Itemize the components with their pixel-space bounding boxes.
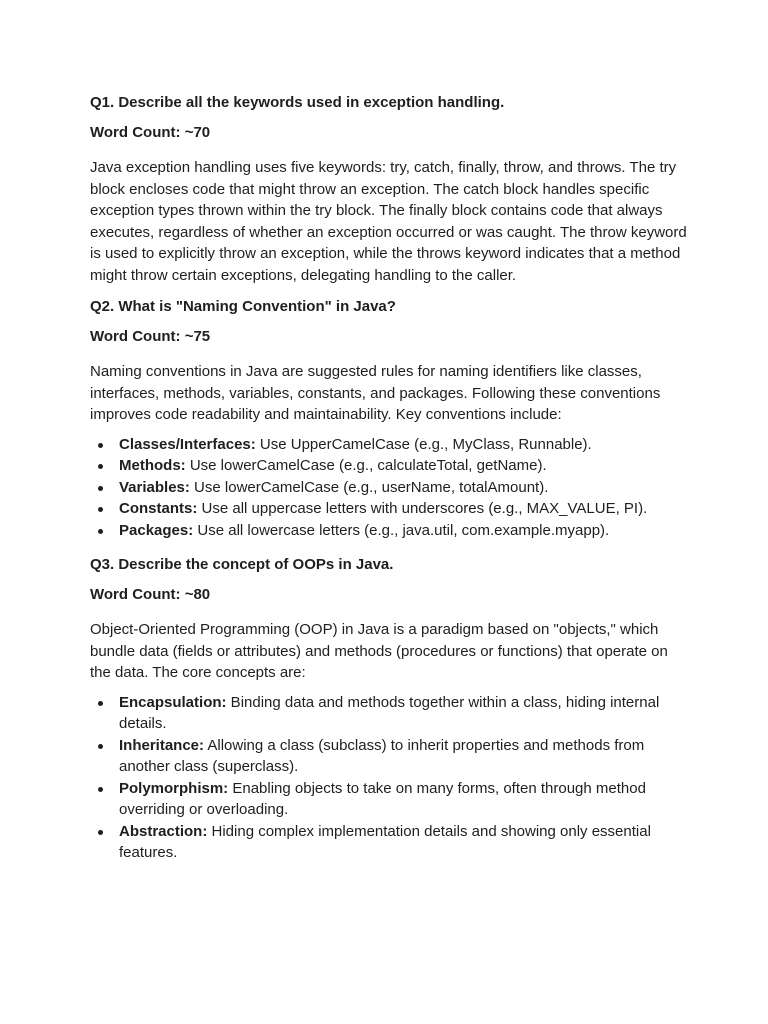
bullet-icon bbox=[98, 507, 103, 512]
list-item-term: Abstraction: bbox=[119, 822, 208, 840]
list-item-text: Allowing a class (subclass) to inherit properties and methods from another class (superclass). bbox=[119, 736, 645, 775]
list-item-text: Use UpperCamelCase (e.g., MyClass, Runnable). bbox=[255, 435, 592, 453]
list-item bbox=[90, 692, 688, 735]
list-item-text: Use all uppercase letters with underscores (e.g., MAX_VALUE, PI). bbox=[197, 500, 648, 517]
list-item bbox=[90, 821, 688, 864]
bullet-icon bbox=[98, 787, 103, 792]
bullet-icon bbox=[98, 443, 103, 448]
list-item-term: Inheritance: bbox=[119, 736, 205, 754]
list-item-text: Use lowerCamelCase (e.g., calculateTotal, getName). bbox=[185, 457, 547, 474]
word-count: Word Count: ~80 bbox=[90, 585, 211, 603]
question-section-2 bbox=[90, 296, 688, 541]
list-item-text: Enabling objects to take on many forms, often through method overriding or overloading. bbox=[119, 779, 646, 818]
bullet-icon bbox=[98, 486, 103, 491]
bullet-icon bbox=[98, 464, 103, 469]
bullet-icon bbox=[98, 701, 103, 706]
bullet-icon bbox=[98, 830, 103, 835]
list-item bbox=[90, 778, 688, 821]
list-item bbox=[90, 434, 688, 456]
bullet-icon bbox=[98, 744, 103, 749]
list-item-term: Packages: bbox=[119, 521, 194, 539]
question-section-1 bbox=[90, 92, 688, 286]
question-title: Q2. What is "Naming Convention" in Java? bbox=[90, 298, 396, 315]
list-item-term: Methods: bbox=[119, 457, 186, 474]
list-item-text: Use all lowercase letters (e.g., java.util, com.example.myapp). bbox=[193, 521, 610, 539]
list-item bbox=[90, 455, 688, 477]
answer-paragraph: Object-Oriented Programming (OOP) in Java is a paradigm based on "objects," which bundle data (fields or attributes) and methods (procedures or functions) that operate on the data. The core concepts are: bbox=[90, 621, 668, 681]
list-item bbox=[90, 477, 688, 499]
list-item-text: Binding data and methods together within a class, hiding internal details. bbox=[119, 693, 660, 732]
question-title: Q3. Describe the concept of OOPs in Java. bbox=[90, 556, 394, 573]
list-item-term: Variables: bbox=[119, 478, 190, 496]
list-item-text: Use lowerCamelCase (e.g., userName, totalAmount). bbox=[189, 478, 549, 496]
list-item-term: Polymorphism: bbox=[119, 779, 229, 797]
bullet-list bbox=[90, 434, 688, 542]
bullet-list bbox=[90, 692, 688, 864]
bullet-icon bbox=[98, 529, 103, 534]
answer-paragraph: Java exception handling uses five keywords: try, catch, finally, throw, and throws. The try block encloses code that might throw an exception. The catch block handles specific exception types thrown within the try block. The finally block contains code that always executes, regardless of whether an exception occurred or was caught. The throw keyword is used to explicitly throw an exception, while the throws keyword indicates that a method might throw certain exceptions, delegating handling to the caller. bbox=[90, 159, 687, 284]
answer-paragraph: Naming conventions in Java are suggested rules for naming identifiers like classes, interfaces, methods, variables, constants, and packages. Following these conventions improves code readability and maintainability. Key conventions include: bbox=[90, 363, 661, 423]
list-item bbox=[90, 520, 688, 542]
list-item-term: Encapsulation: bbox=[119, 693, 227, 711]
word-count: Word Count: ~75 bbox=[90, 327, 211, 345]
list-item-text: Hiding complex implementation details and showing only essential features. bbox=[119, 822, 651, 861]
word-count: Word Count: ~70 bbox=[90, 123, 211, 141]
question-title: Q1. Describe all the keywords used in exception handling. bbox=[90, 94, 505, 111]
list-item bbox=[90, 735, 688, 778]
list-item-term: Constants: bbox=[119, 500, 198, 517]
list-item bbox=[90, 498, 688, 520]
list-item-term: Classes/Interfaces: bbox=[119, 435, 256, 453]
question-section-3 bbox=[90, 554, 688, 864]
